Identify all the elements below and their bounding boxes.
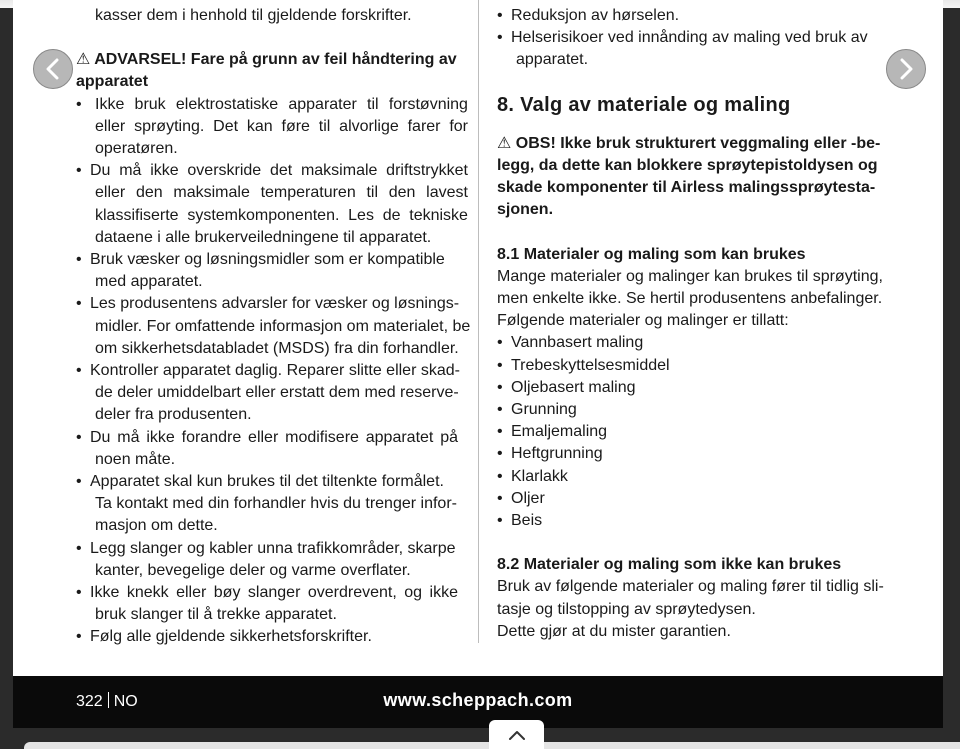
list-item (497, 421, 897, 443)
paragraph-line: Dette gjør at du mister garantien. (497, 622, 731, 640)
caution-text: skade komponenter til Airless malingssprøytesta- (497, 179, 876, 197)
word: sprøyting. (134, 117, 205, 135)
list-item-text: deler fra produsenten. (95, 406, 252, 424)
intro-line: kasser dem i henhold til gjeldende forskrifter. (95, 7, 412, 24)
justified-line (90, 427, 468, 449)
list-item-text: Vannbasert maling (511, 334, 644, 352)
list-item (497, 510, 897, 532)
word: den (388, 184, 416, 202)
word: eller (95, 117, 126, 135)
word: bruk (134, 95, 166, 113)
list-item-text: Les produsentens advarsler for væsker og løsnings- (90, 295, 460, 313)
word: Les (348, 206, 374, 224)
justified-line (90, 205, 468, 227)
word: må (117, 428, 140, 446)
list-item-text: Grunning (511, 401, 577, 419)
word: og (404, 584, 423, 602)
list-item-text: Klarlakk (511, 467, 568, 485)
list-item-text: operatøren. (95, 140, 178, 158)
paragraph-line: Mange materialer og malinger kan brukes til sprøyting, (497, 267, 883, 285)
bullet-dot: • (497, 401, 503, 419)
section-title: 8. Valg av materiale og maling (497, 93, 791, 116)
bullet-dot: • (497, 423, 503, 441)
word: ikke (429, 584, 458, 602)
bullet-dot: • (497, 334, 503, 352)
word: Du (90, 428, 111, 446)
list-item-text: om sikkerhetsdatabladet (MSDS) fra din forhandler. (95, 339, 459, 357)
word: alvorlige (339, 117, 399, 135)
list-item-text: masjon om dette. (95, 517, 218, 535)
word: ikke (146, 428, 175, 446)
list-item: • Kontroller apparatet daglig. Reparer slitte eller skad- de deler umiddelbart eller erstatt dem med reserve- deler fra produsenten. (76, 360, 468, 427)
list-item (497, 377, 897, 399)
bullet-dot: • (497, 445, 503, 463)
word: til (367, 95, 379, 113)
list-item: • Les produsentens advarsler for væsker og løsnings- midler. For omfattende informasjon om materialet, be om sikkerhetsdatabladet (MSDS) fra din forhandler. (76, 293, 468, 360)
justified-line (90, 182, 468, 204)
word: eller (176, 584, 207, 602)
word: overdrevent, (307, 584, 397, 602)
language-code: NO (113, 693, 138, 710)
word: maksimale (173, 184, 250, 202)
list-item-text: Kontroller apparatet daglig. Reparer slitte eller skad- (90, 362, 460, 380)
word: Det (213, 117, 239, 135)
word: farer (407, 117, 441, 135)
word: systemkomponenten. (187, 206, 340, 224)
list-item: • Bruk væsker og løsningsmidler som er kompatible med apparatet. (76, 249, 468, 293)
list-item-text: Oljer (511, 489, 545, 507)
list-item: • Ikke bruk elektrostatiske apparater til forstøvning eller sprøyting. Det kan føre til alvorlige farer for operatøren. (76, 94, 468, 161)
list-item-text: Apparatet skal kun brukes til det tiltenkte formålet. (90, 473, 444, 491)
website-url: www.scheppach.com (383, 690, 573, 710)
list-item-text: Legg slanger og kabler unna trafikkområder, skarpe (90, 539, 456, 557)
list-item-text: Heftgrunning (511, 445, 603, 463)
list-item (497, 488, 897, 510)
word: Ikke (90, 584, 120, 602)
warning-heading-cont: apparatet (76, 73, 149, 91)
list-item (497, 466, 897, 488)
paragraph-line: tasje og tilstopping av sprøytedysen. (497, 600, 756, 618)
word: til (318, 117, 331, 135)
list-item-text: Bruk væsker og løsningsmidler som er kompatible (90, 251, 445, 269)
column-divider (478, 0, 479, 643)
list-item-text: apparatet. (516, 51, 589, 69)
word: modifisere (285, 428, 359, 446)
word: de (382, 206, 401, 224)
word: bøy (213, 584, 241, 602)
word: apparater (288, 95, 357, 113)
list-item-text: Ta kontakt med din forhandler hvis du trenger infor- (95, 495, 457, 513)
bullet-dot: • (497, 489, 503, 507)
list-item: • Følg alle gjeldende sikkerhetsforskrifter. (76, 626, 468, 648)
list-item-text: de deler umiddelbart eller erstatt dem med reserve- (95, 384, 459, 402)
word: for (449, 117, 468, 135)
caution-text: sjonen. (497, 201, 554, 219)
word: forstøvning (388, 95, 468, 113)
chevron-up-icon (508, 730, 526, 740)
word: klassifiserte (95, 206, 179, 224)
word: overskride (187, 162, 262, 180)
allowed-materials-list (497, 332, 897, 532)
page-footer (13, 676, 943, 728)
justified-line (95, 94, 468, 116)
list-item: • Legg slanger og kabler unna trafikkområder, skarpe kanter, bevegelige deler og varme overflater. (76, 538, 468, 582)
list-item-text: Reduksjon av hørselen. (511, 7, 680, 24)
list-item (497, 332, 897, 354)
word: knekk (126, 584, 169, 602)
word: ikke (150, 162, 179, 180)
word: Ikke (95, 95, 125, 113)
list-item (497, 399, 897, 421)
word: Du (90, 162, 111, 180)
next-page-button[interactable] (886, 49, 926, 89)
word: maksimale (300, 162, 378, 180)
word: tekniske (409, 206, 468, 224)
left-column (76, 5, 471, 649)
list-item-text: Oljebasert maling (511, 378, 636, 396)
justified-line (95, 116, 468, 138)
word: forandre (181, 428, 242, 446)
word: det (269, 162, 293, 180)
paragraph-line: Følgende materialer og malinger er tillatt: (497, 312, 789, 330)
list-item: • Du må ikke overskride det maksimale driftstrykket eller den maksimale temperaturen til den lavest klassifiserte systemkomponenten. Les de tekniske dataene i alle brukerveiledningene til apparatet. (76, 160, 468, 249)
list-item-text: midler. For omfattende informasjon om materialet, be (95, 317, 471, 335)
list-item: • Ikke knekk eller bøy slanger overdrevent, og ikke bruk slanger til å trekke apparatet. (76, 582, 468, 626)
list-item-text: med apparatet. (95, 273, 203, 291)
list-item-text: Emaljemaling (511, 423, 608, 441)
word: eller (248, 428, 279, 446)
word: føre (281, 117, 310, 135)
subsection-title: 8.1 Materialer og maling som kan brukes (497, 245, 806, 263)
list-item-text: Helserisikoer ved innånding av maling ved bruk av (511, 29, 868, 47)
bullet-dot: • (497, 512, 503, 530)
word: må (119, 162, 142, 180)
list-item: • Reduksjon av hørselen. (497, 5, 897, 27)
list-item: • Apparatet skal kun brukes til det tiltenkte formålet. Ta kontakt med din forhandler hvis du trenger infor- masjon om dette. (76, 471, 468, 538)
list-item-text: noen måte. (95, 450, 176, 468)
caution-text: legg, da dette kan blokkere sprøytepistoldysen og (497, 157, 878, 175)
chevron-right-icon (896, 58, 916, 80)
list-item-text: dataene i alle brukerveiledningene til apparatet. (95, 228, 432, 246)
word: den (135, 184, 163, 202)
bullet-dot: • (497, 378, 503, 396)
word: lavest (426, 184, 468, 202)
previous-page-button[interactable] (33, 49, 73, 89)
word: til (366, 184, 379, 202)
list-item: • Helserisikoer ved innånding av maling ved bruk av apparatet. (497, 27, 897, 71)
warning-heading: ⚠ ADVARSEL! Fare på grunn av feil håndtering av (76, 51, 457, 69)
justified-line (90, 160, 468, 182)
justified-line (90, 582, 468, 604)
right-column (497, 5, 897, 643)
subsection-title: 8.2 Materialer og maling som ikke kan brukes (497, 556, 842, 574)
list-item (497, 355, 897, 377)
word: kan (246, 117, 273, 135)
word: temperaturen (260, 184, 356, 202)
caution-text: ⚠ OBS! Ikke bruk strukturert veggmaling eller -be- (497, 134, 881, 152)
word: på (440, 428, 458, 446)
list-item: • Du må ikke forandre eller modifisere apparatet på noen måte. (76, 427, 468, 471)
list-item-text: Følg alle gjeldende sikkerhetsforskrifter. (90, 628, 372, 646)
chevron-left-icon (43, 58, 63, 80)
paragraph-line: Bruk av følgende materialer og maling fører til tidlig sli- (497, 578, 884, 596)
word: slanger (247, 584, 301, 602)
list-item-text: Beis (511, 512, 543, 530)
expand-panel-button[interactable] (489, 720, 544, 749)
page-number: 322 (76, 693, 103, 710)
list-item-text: kanter, bevegelige deler og varme overflater. (95, 561, 411, 579)
list-item-text: Trebeskyttelsesmiddel (511, 356, 670, 374)
word: driftstrykket (386, 162, 468, 180)
word: elektrostatiske (175, 95, 279, 113)
word: apparatet (365, 428, 434, 446)
list-item-text: bruk slanger til å trekke apparatet. (95, 606, 337, 624)
bullet-dot: • (497, 467, 503, 485)
paragraph-line: men enkelte ikke. Se hertil produsentens anbefalinger. (497, 290, 883, 308)
list-item (497, 443, 897, 465)
bullet-dot: • (497, 356, 503, 374)
word: eller (95, 184, 126, 202)
